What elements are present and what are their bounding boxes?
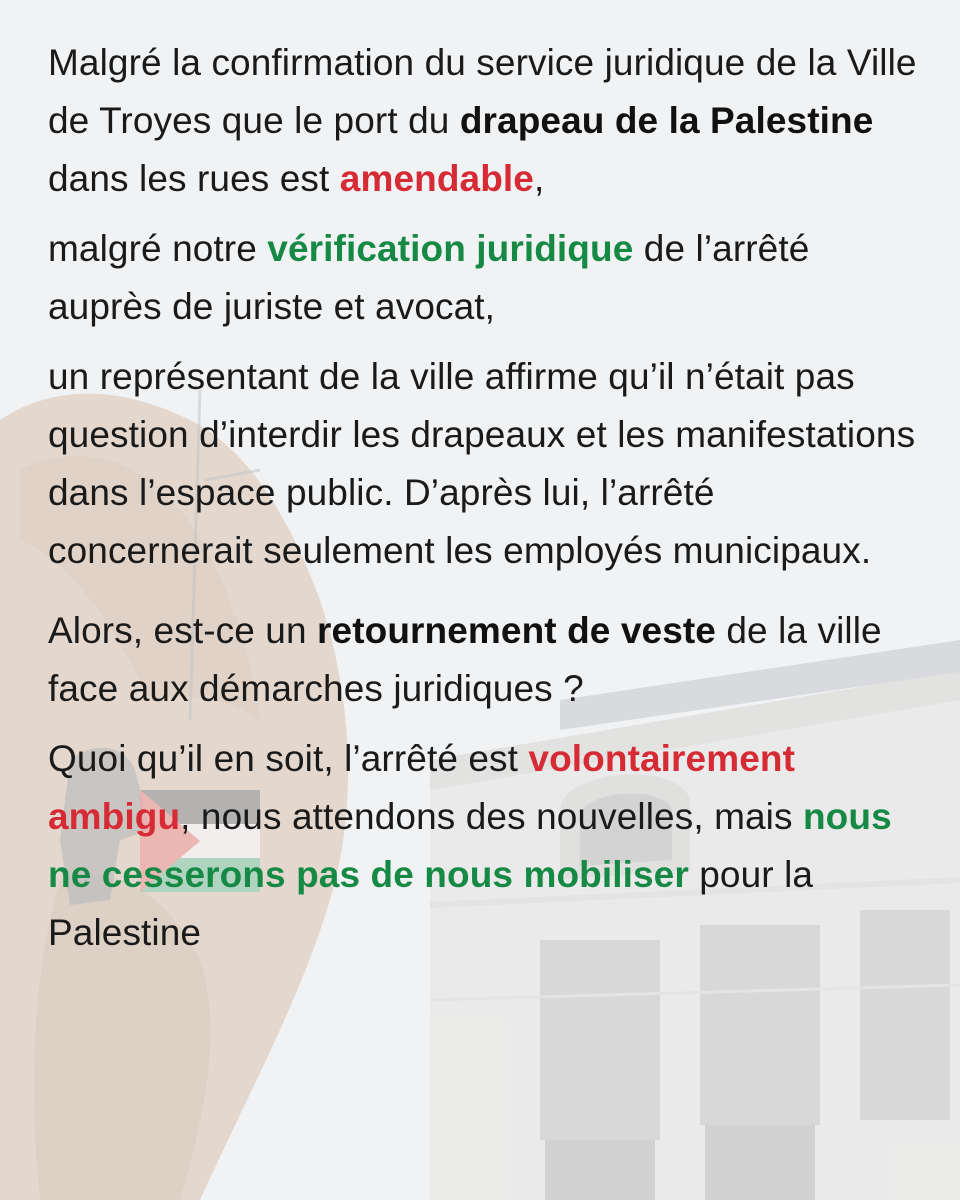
paragraph-1-segment-4: amendable	[339, 158, 534, 199]
paragraph-3-segment-1: un représentant de la ville affirme qu’il n’était pas question d’interdir les drapeaux et les manifestations dans l’espace public. D’après lui, l’arrêté concernerait seulement les employés municipaux.	[48, 356, 916, 571]
paragraph-4-segment-1: Alors, est-ce un	[48, 610, 318, 651]
paragraph-5-segment-1: Quoi qu’il en soit, l’arrêté est	[48, 738, 529, 779]
post-text	[48, 34, 928, 974]
paragraph-2-segment-2: vérification juridique	[267, 228, 634, 269]
paragraph-5-segment-5: pour la Palestine	[48, 854, 814, 953]
paragraph-5	[48, 730, 928, 962]
paragraph-1-segment-2: drapeau de la Palestine	[459, 100, 874, 141]
paragraph-4-segment-2: retournement de veste	[317, 610, 716, 651]
paragraph-1	[48, 34, 928, 208]
paragraph-5-segment-2: volontairement ambigu	[48, 738, 796, 837]
paragraph-2-segment-1: malgré notre	[48, 228, 268, 269]
paragraph-2	[48, 220, 928, 336]
paragraph-1-segment-1: Malgré la confirmation du service juridique de la Ville de Troyes que le port du	[48, 42, 917, 141]
paragraph-1-segment-3: dans les rues est	[48, 158, 340, 199]
paragraph-4	[48, 602, 928, 718]
paragraph-3	[48, 348, 928, 580]
paragraph-5-segment-4: nous ne cesserons pas de nous mobiliser	[48, 796, 892, 895]
paragraph-4-segment-3: de la ville face aux démarches juridiques ?	[48, 610, 882, 709]
paragraph-1-segment-5: ,	[534, 158, 545, 199]
paragraph-5-segment-3: , nous attendons des nouvelles, mais	[180, 796, 803, 837]
paragraph-2-segment-3: de l’arrêté auprès de juriste et avocat,	[48, 228, 810, 327]
